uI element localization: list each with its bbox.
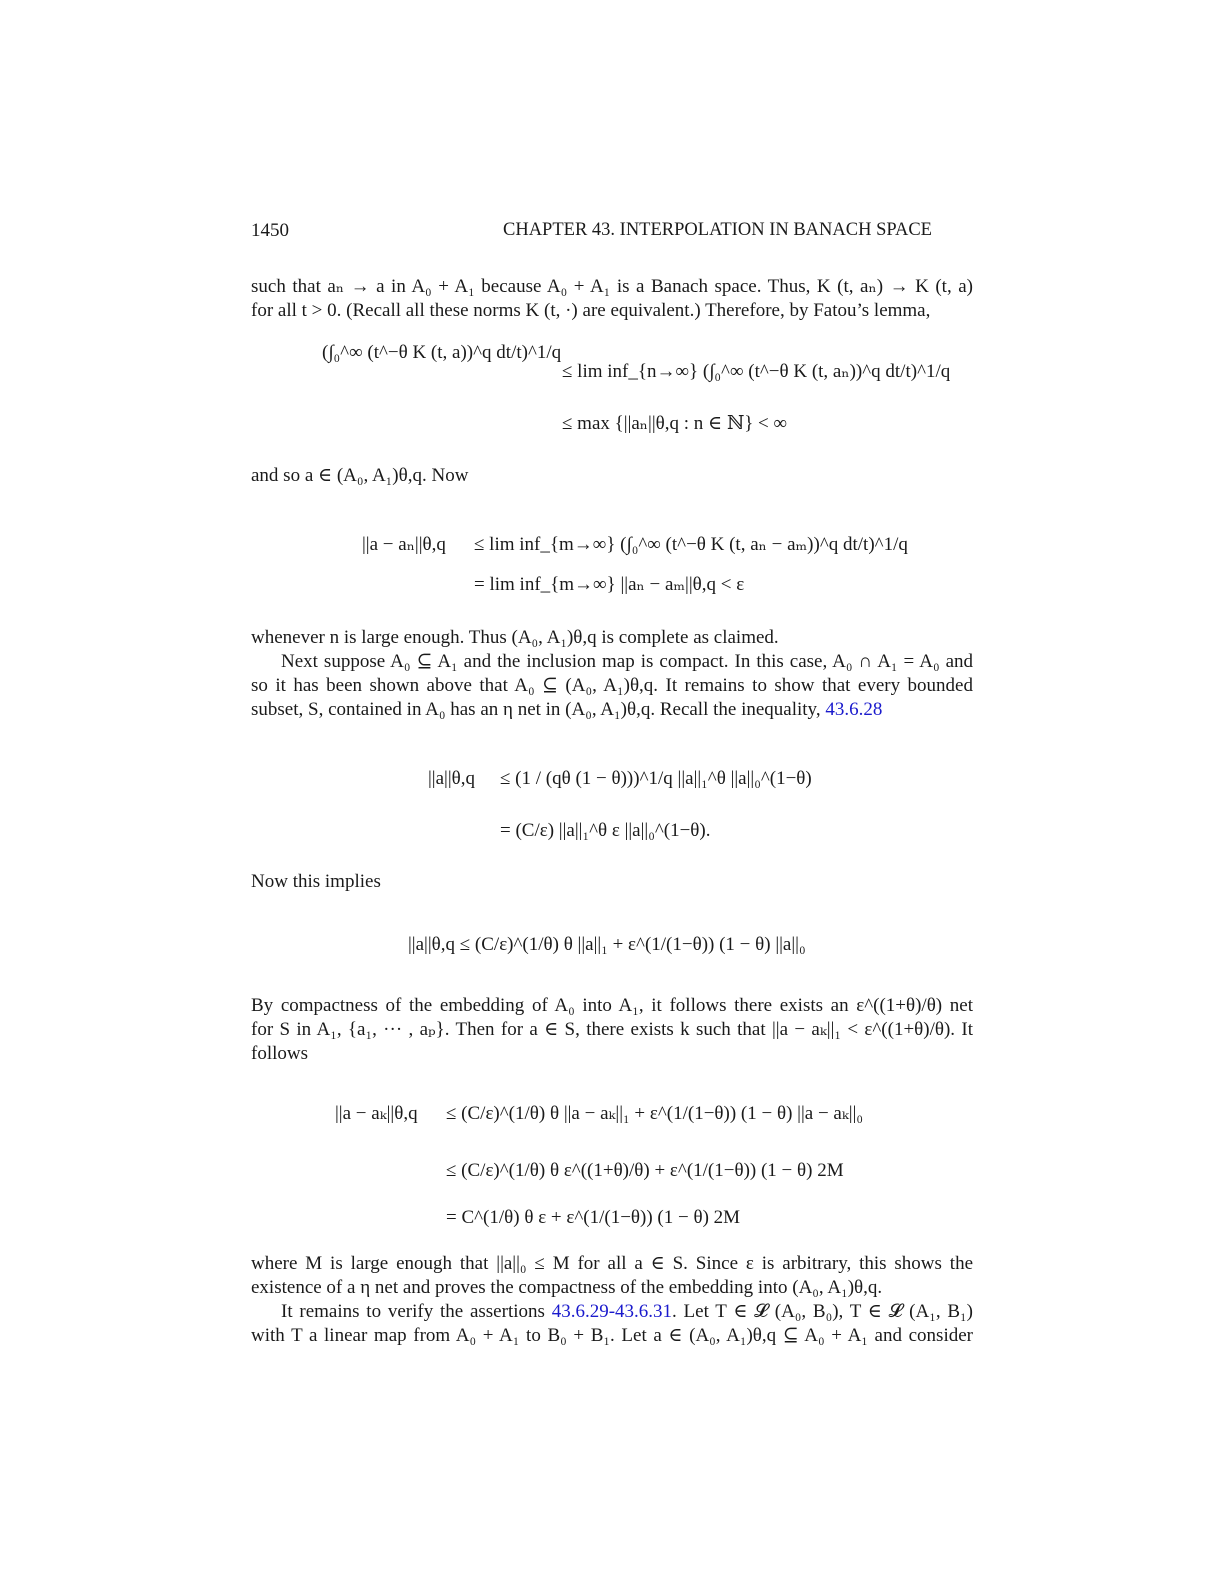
equation-5-rhs-line2: ≤ (C/ε)^(1/θ) θ ε^((1+θ)/θ) + ε^(1/(1−θ)) (1 − θ) 2M	[446, 1160, 844, 1181]
equation-2-rhs-line1: ≤ lim inf_{m→∞} (∫₀^∞ (t^−θ K (t, aₙ − aₘ))^q dt/t)^1/q	[474, 534, 908, 555]
text-fragment: subset, S, contained in A₀ has an η net in (A₀, A₁)θ,q. Recall the inequality,	[251, 699, 821, 720]
chapter-title: CHAPTER 43. INTERPOLATION IN BANACH SPACE	[503, 220, 932, 240]
text-line: for all t > 0. (Recall all these norms K (t, ·) are equivalent.) Therefore, by Fatou’s lemma,	[251, 300, 931, 321]
equation-ref-link[interactable]: 43.6.28	[825, 699, 883, 720]
equation-2-rhs-line2: = lim inf_{m→∞} ||aₙ − aₘ||θ,q < ε	[474, 574, 745, 595]
paragraph-5	[251, 870, 973, 894]
text-line: for S in A₁, {a₁, ··· , aₚ}. Then for a ∈ S, there exists k such that ||a − aₖ||₁ < ε^((1+θ)/θ). It	[251, 1019, 973, 1040]
paragraph-2	[251, 464, 973, 488]
text-fragment: It remains to verify the assertions	[281, 1301, 545, 1322]
equation-2-lhs: ||a − aₙ||θ,q	[362, 534, 446, 555]
page-number: 1450	[251, 220, 289, 241]
text-line: follows	[251, 1043, 308, 1064]
text-line	[251, 1300, 973, 1324]
paragraph-3	[251, 626, 973, 722]
equation-3-rhs-line2: = (C/ε) ||a||₁^θ ε ||a||₀^(1−θ).	[500, 820, 711, 841]
equation-5-lhs: ||a − aₖ||θ,q	[335, 1103, 418, 1124]
text-line: Next suppose A₀ ⊆ A₁ and the inclusion map is compact. In this case, A₀ ∩ A₁ = A₀ and	[281, 651, 973, 672]
equation-4: ||a||θ,q ≤ (C/ε)^(1/θ) θ ||a||₁ + ε^(1/(1−θ)) (1 − θ) ||a||₀	[408, 934, 806, 955]
text-line: such that aₙ → a in A₀ + A₁ because A₀ + A₁ is a Banach space. Thus, K (t, aₙ) → K (t, a)	[251, 276, 973, 297]
equation-1-rhs-line1: ≤ lim inf_{n→∞} (∫₀^∞ (t^−θ K (t, aₙ))^q dt/t)^1/q	[562, 361, 951, 382]
text-line	[251, 698, 973, 722]
equation-3-rhs-line1: ≤ (1 / (qθ (1 − θ)))^1/q ||a||₁^θ ||a||₀^(1−θ)	[500, 768, 812, 789]
paragraph-6	[251, 994, 973, 1066]
text-line: with T a linear map from A₀ + A₁ to B₀ + B₁. Let a ∈ (A₀, A₁)θ,q ⊆ A₀ + A₁ and consider	[251, 1325, 973, 1346]
text-line: so it has been shown above that A₀ ⊆ (A₀, A₁)θ,q. It remains to show that every bounded	[251, 675, 973, 696]
equation-5-rhs-line1: ≤ (C/ε)^(1/θ) θ ||a − aₖ||₁ + ε^(1/(1−θ)) (1 − θ) ||a − aₖ||₀	[446, 1103, 863, 1124]
equation-3-lhs: ||a||θ,q	[428, 768, 475, 789]
text-line: By compactness of the embedding of A₀ into A₁, it follows there exists an ε^((1+θ)/θ) net	[251, 995, 973, 1016]
equation-1-rhs-line2: ≤ max {||aₙ||θ,q : n ∈ ℕ} < ∞	[562, 413, 788, 434]
paragraph-7	[251, 1252, 973, 1348]
text-line: Now this implies	[251, 871, 381, 892]
equation-range-ref-link[interactable]: 43.6.29-43.6.31	[551, 1301, 673, 1322]
text-line: whenever n is large enough. Thus (A₀, A₁)θ,q is complete as claimed.	[251, 627, 779, 648]
text-line: where M is large enough that ||a||₀ ≤ M for all a ∈ S. Since ε is arbitrary, this shows the	[251, 1253, 973, 1274]
equation-1-lhs: (∫₀^∞ (t^−θ K (t, a))^q dt/t)^1/q	[322, 342, 562, 363]
paragraph-1	[251, 275, 973, 323]
text-line: existence of a η net and proves the compactness of the embedding into (A₀, A₁)θ,q.	[251, 1277, 883, 1298]
text-fragment: . Let T ∈ 𝓛 (A₀, B₀), T ∈ 𝓛 (A₁, B₁)	[672, 1301, 974, 1322]
text-line: and so a ∈ (A₀, A₁)θ,q. Now	[251, 465, 469, 486]
equation-5-rhs-line3: = C^(1/θ) θ ε + ε^(1/(1−θ)) (1 − θ) 2M	[446, 1207, 741, 1228]
